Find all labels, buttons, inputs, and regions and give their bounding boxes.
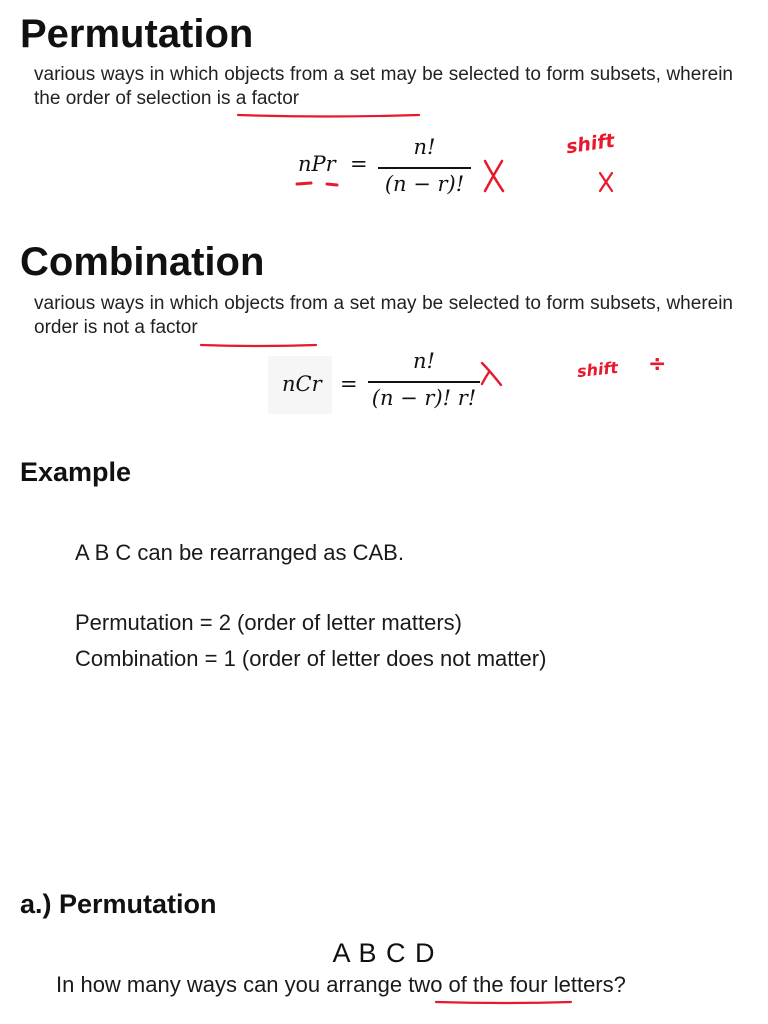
shift-x-icon: [597, 171, 615, 193]
ncr-symbol: nCr: [282, 372, 322, 396]
permutation-definition: [34, 63, 733, 111]
permutation-definition-highlight: order of selection: [65, 88, 212, 109]
example-heading: Example: [20, 457, 132, 487]
permutation-heading: Permutation: [20, 12, 254, 56]
combination-definition-tail: a factor: [129, 317, 198, 338]
ncr-fraction: [368, 348, 480, 414]
highlight-underline: [434, 997, 574, 1007]
question-text: In how many ways can you arrange: [56, 972, 409, 997]
combination-definition: [34, 292, 733, 340]
permutation-definition-tail: is a factor: [211, 88, 300, 109]
highlight-underline: [199, 340, 319, 350]
part-a-heading: a.) Permutation: [20, 889, 217, 919]
ncr-denominator: (n − r)! r!: [371, 386, 477, 410]
npr-fraction: [378, 134, 471, 200]
highlight-underline: [236, 110, 422, 120]
question-tail: letters?: [547, 972, 626, 997]
npr-equals: =: [350, 152, 368, 176]
combination-definition-highlight: order is not: [34, 317, 130, 338]
combination-heading: Combination: [20, 240, 265, 284]
ncr-equals: =: [340, 372, 358, 396]
cross-mark-icon: [481, 158, 507, 194]
npr-numerator: n!: [413, 135, 436, 159]
check-mark-icon: [479, 360, 505, 388]
example-combination-line: Combination = 1 (order of letter does not matter): [75, 646, 547, 671]
shift-note: shift: [564, 129, 616, 159]
question-highlight: two of the four: [408, 972, 548, 997]
ncr-numerator: n!: [413, 349, 435, 373]
divide-icon: ÷: [648, 352, 667, 377]
shift-note: shift: [576, 357, 619, 382]
npr-symbol: nPr: [298, 152, 336, 176]
combination-definition-text: various ways in which objects from a set may be selected to form subsets, wherein: [34, 293, 733, 314]
example-permutation-line: Permutation = 2 (order of letter matters): [75, 610, 462, 635]
fraction-bar: [378, 167, 471, 169]
handwritten-dashes: [295, 178, 345, 190]
part-a-question: [56, 971, 626, 999]
npr-denominator: (n − r)!: [384, 172, 465, 196]
fraction-bar: [368, 381, 480, 383]
letters-set: A B C D: [332, 938, 436, 968]
example-line: A B C can be rearranged as CAB.: [75, 540, 404, 565]
permutation-definition-text: various ways in which objects from a set may be selected to form subsets, wherein the: [34, 64, 733, 109]
